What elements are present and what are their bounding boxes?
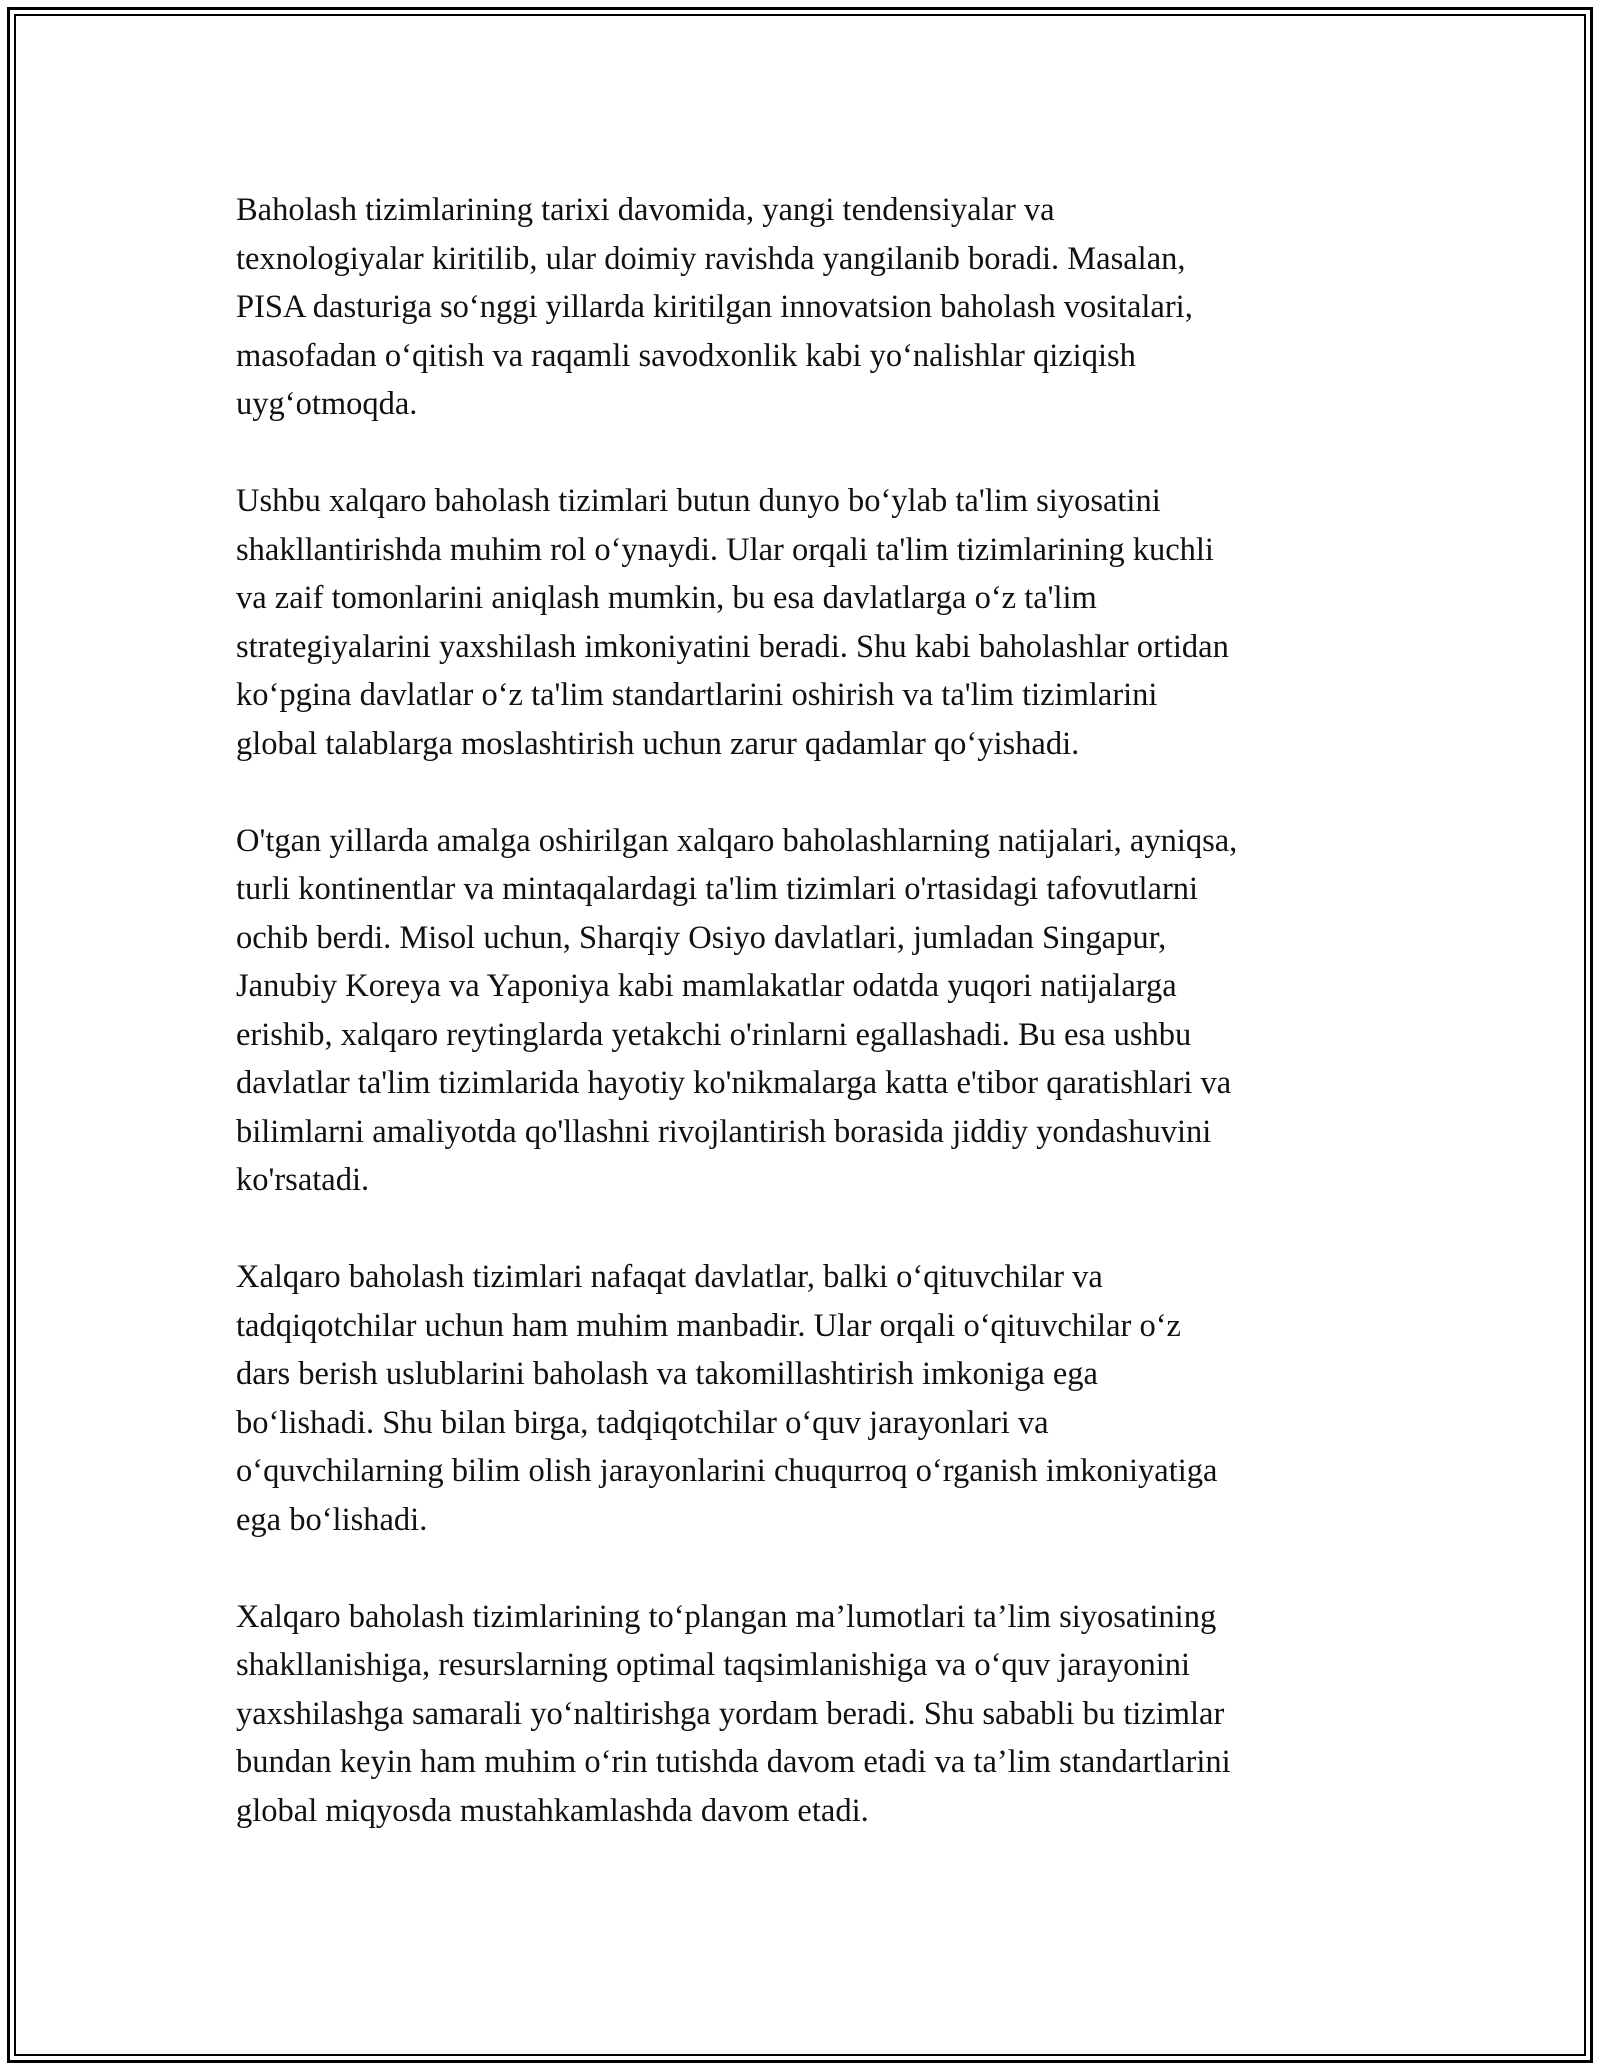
paragraph-1: Baholash tizimlarining tarixi davomida, yangi tendensiyalar va texnologiyalar kiritilib, ular doimiy ravishda yangilanib boradi. Masalan, PISA dasturiga so‘nggi yillarda kiritilgan innovatsion baholash vositalari, masofadan o‘qitish va raqamli savodxonlik kabi yo‘nalishlar qiziqish uyg‘otmoqda. <box>236 192 1193 422</box>
paragraph-5: Xalqaro baholash tizimlarining to‘plangan ma’lumotlari ta’lim siyosatining shakllanishiga, resurslarning optimal taqsimlanishiga va o‘quv jarayonini yaxshilashga samarali yo‘naltirishga yordam beradi. Shu sababli bu tizimlar bundan keyin ham muhim o‘rin tutishda davom etadi va ta’lim standartlarini global miqyosda mustahkamlashda davom etadi. <box>236 1598 1231 1829</box>
paragraph-4: Xalqaro baholash tizimlari nafaqat davlatlar, balki o‘qituvchilar va tadqiqotchilar uchun ham muhim manbadir. Ular orqali o‘qituvchilar o‘z dars berish uslublarini baholash va takomillashtirish imkoniga ega bo‘lishadi. Shu bilan birga, tadqiqotchilar o‘quv jarayonlari va o‘quvchilarning bilim olish jarayonlarini chuqurroq o‘rganish imkoniyatiga ega bo‘lishadi. <box>236 1259 1218 1538</box>
paragraph-3: O'tgan yillarda amalga oshirilgan xalqaro baholashlarning natijalari, ayniqsa, turli kontinentlar va mintaqalardagi ta'lim tizimlari o'rtasidagi tafovutlarni ochib berdi. Misol uchun, Sharqiy Osiyo davlatlari, jumladan Singapur, Janubiy Koreya va Yaponiya kabi mamlakatlar odatda yuqori natijalarga erishib, xalqaro reytinglarda yetakchi o'rinlarni egallashadi. Bu esa ushbu davlatlar ta'lim tizimlarida hayotiy ko'nikmalarga katta e'tibor qaratishlari va bilimlarni amaliyotda qo'llashni rivojlantirish borasida jiddiy yondashuvini ko'rsatadi. <box>236 822 1238 1198</box>
paragraph-2: Ushbu xalqaro baholash tizimlari butun dunyo bo‘ylab ta'lim siyosatini shakllantirishda muhim rol o‘ynaydi. Ular orqali ta'lim tizimlarining kuchli va zaif tomonlarini aniqlash mumkin, bu esa davlatlarga o‘z ta'lim strategiyalarini yaxshilash imkoniyatini beradi. Shu kabi baholashlar ortidan ko‘pgina davlatlar o‘z ta'lim standartlarini oshirish va ta'lim tizimlarini global talablarga moslashtirish uchun zarur qadamlar qo‘yishadi. <box>236 483 1229 762</box>
document-body <box>236 186 1376 1835</box>
